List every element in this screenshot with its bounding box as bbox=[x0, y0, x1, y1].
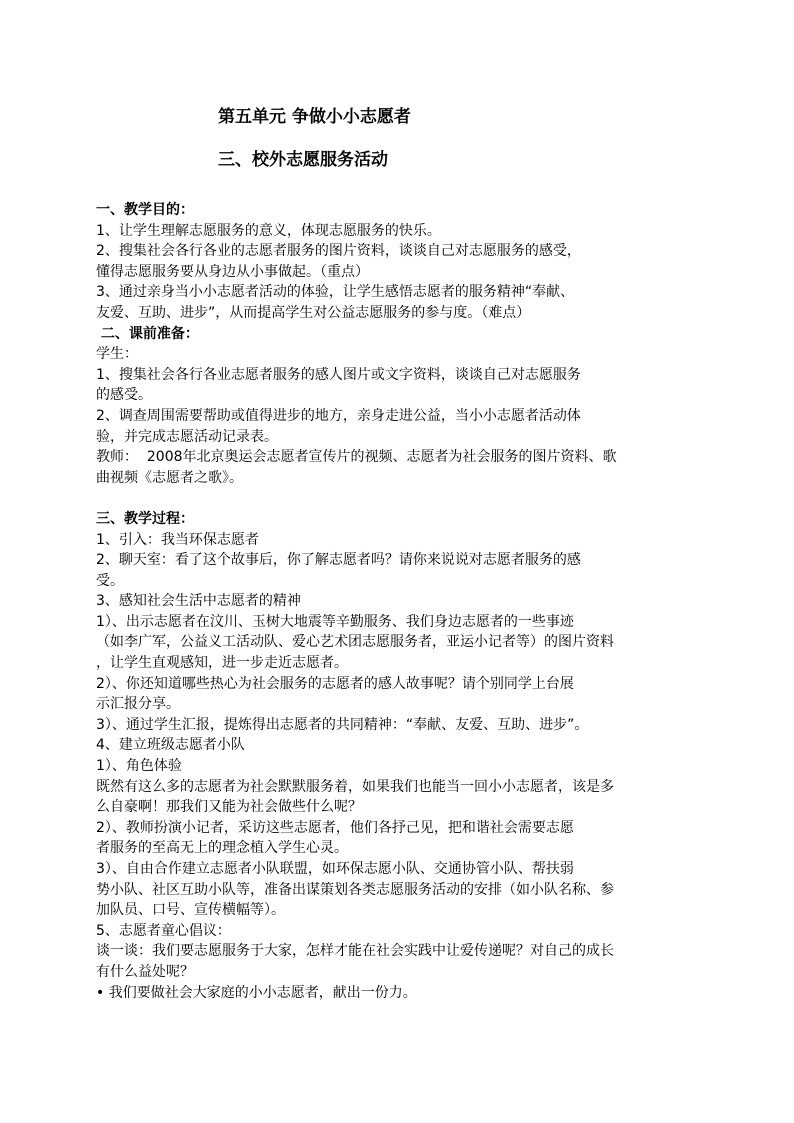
text-line: 曲视频《志愿者之歌》。 bbox=[96, 469, 243, 486]
section-heading-preparation: 二、课前准备： bbox=[96, 325, 199, 342]
text-line: 1、搜集社会各行各业志愿者服务的感人图片或文字资料，谈谈自己对志愿服务 bbox=[96, 366, 581, 383]
lesson-plan-body bbox=[96, 200, 696, 1003]
text-line: 2）、你还知道哪些热心为社会服务的志愿者的感人故事呢？请个别同学上台展 bbox=[96, 675, 574, 692]
text-line: 加队员、口号、宣传横幅等）。 bbox=[96, 902, 285, 919]
text-line: 受。 bbox=[96, 572, 124, 589]
text-line: 5、志愿者童心倡议： bbox=[96, 922, 231, 939]
section-heading-objectives: 一、教学目的： bbox=[96, 202, 194, 218]
text-line: 3）、通过学生汇报，提炼得出志愿者的共同精神：“奉献、友爱、互助、进步”。 bbox=[96, 716, 589, 733]
text-line: 的感受。 bbox=[96, 387, 152, 404]
text-line: 1、让学生理解志愿服务的意义，体现志愿服务的快乐。 bbox=[96, 222, 441, 239]
text-line: 学生： bbox=[96, 346, 138, 363]
text-line: 3、感知社会生活中志愿者的精神 bbox=[96, 593, 301, 610]
text-line: 谈一谈：我们要志愿服务于大家，怎样才能在社会实践中让爱传递呢？对自己的成长 bbox=[96, 943, 614, 960]
text-line: 验，并完成志愿活动记录表。 bbox=[96, 428, 278, 445]
bullet-item: • 我们要做社会大家庭的小小志愿者，献出一份力。 bbox=[96, 984, 417, 1001]
text-line: 示汇报分享。 bbox=[96, 696, 180, 713]
text-line: 1）、出示志愿者在汶川、玉树大地震等辛勤服务、我们身边志愿者的一些事迹 bbox=[96, 613, 574, 630]
text-line: 2、调查周围需要帮助或值得进步的地方，亲身走进公益，当小小志愿者活动体 bbox=[96, 407, 581, 424]
text-line: 既然有这么多的志愿者为社会默默服务着，如果我们也能当一回小小志愿者，该是多 bbox=[96, 778, 614, 795]
text-line: 懂得志愿服务要从身边从小事做起。（重点） bbox=[96, 263, 369, 280]
text-line: 2、搜集社会各行各业的志愿者服务的图片资料，谈谈自己对志愿服务的感受， bbox=[96, 243, 581, 260]
text-line: 3）、自由合作建立志愿者小队联盟，如环保志愿小队、交通协管小队、帮扶弱 bbox=[96, 861, 574, 877]
text-line: 2）、教师扮演小记者，采访这些志愿者，他们各抒己见，把和谐社会需要志愿 bbox=[96, 819, 574, 836]
spacer bbox=[96, 488, 696, 509]
text-line: 有什么益处呢？ bbox=[96, 963, 194, 980]
text-line: （如李广军，公益义工活动队、爱心艺术团志愿服务者，亚运小记者等）的图片资料 bbox=[96, 634, 614, 651]
text-line: 3、通过亲身当小小志愿者活动的体验，让学生感悟志愿者的服务精神“奉献、 bbox=[96, 284, 575, 301]
text-line: 教师： 2008年北京奥运会志愿者宣传片的视频、志愿者为社会服务的图片资料、歌 bbox=[96, 449, 617, 466]
text-line: 者服务的至高无上的理念植入学生心灵。 bbox=[96, 840, 348, 857]
unit-title: 第五单元 争做小小志愿者 bbox=[218, 107, 411, 127]
text-line: 势小队、社区互助小队等，准备出谋策划各类志愿服务活动的安排（如小队名称、参 bbox=[96, 881, 614, 898]
text-line: 友爱、互助、进步”，从而提高学生对公益志愿服务的参与度。（难点） bbox=[96, 304, 531, 321]
text-line: 么自豪啊！那我们又能为社会做些什么呢？ bbox=[96, 799, 362, 816]
text-line: 2、聊天室：看了这个故事后，你了解志愿者吗？请你来说说对志愿者服务的感 bbox=[96, 552, 581, 569]
text-line: 4、建立班级志愿者小队 bbox=[96, 737, 245, 754]
section-heading-process: 三、教学过程： bbox=[96, 510, 194, 527]
text-line: ，让学生直观感知，进一步走近志愿者。 bbox=[96, 655, 348, 672]
text-line: 1、引入：我当环保志愿者 bbox=[96, 531, 259, 548]
text-line: 1）、角色体验 bbox=[96, 758, 182, 775]
lesson-title: 三、校外志愿服务活动 bbox=[218, 150, 388, 170]
